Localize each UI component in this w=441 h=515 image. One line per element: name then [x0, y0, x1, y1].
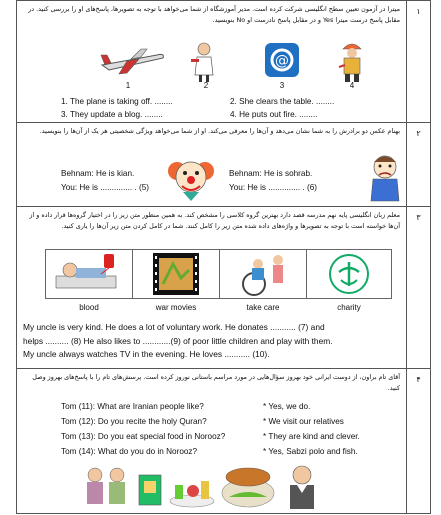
image-number: 2 — [203, 81, 209, 90]
image-number: 1 — [125, 81, 131, 90]
haft-sin-icon — [167, 463, 217, 511]
answer-option: * Yes, we do. — [263, 402, 311, 411]
image-label: blood — [79, 303, 99, 312]
question-3 — [16, 206, 431, 369]
family-visit-icon — [81, 461, 133, 511]
image-label: charity — [337, 303, 361, 312]
question-number: ۴ — [406, 369, 430, 513]
clown-icon — [167, 153, 215, 203]
left-answer: You: He is .............. . (5) — [61, 183, 149, 192]
left-intro: Behnam: He is kian. — [61, 169, 135, 178]
exam-sheet — [16, 0, 431, 515]
question-instruction: آقای تام براون، از دوست ایرانی خود بهروز سؤال‌هایی در مورد مراسم باستانی نوروز کرده است. پرسش‌های تام را با پاسخ‌های بهروز وصل کنید. — [32, 373, 400, 392]
sentence-1: 1. The plane is taking off. ........ — [61, 97, 173, 106]
right-intro: Behnam: He is sohrab. — [229, 169, 313, 178]
image-number: 4 — [349, 81, 355, 90]
question-number: ۳ — [406, 207, 430, 368]
question-2 — [16, 122, 431, 207]
question-12: Tom (12): Do you recite the holy Quran? — [61, 417, 207, 426]
waitress-icon — [189, 41, 219, 83]
email-icon — [263, 41, 301, 79]
image-label: war movies — [155, 303, 197, 312]
right-answer: You: He is .............. . (6) — [229, 183, 317, 192]
image-charity — [306, 249, 392, 299]
answer-option: * We visit our relatives — [263, 417, 344, 426]
film-strip-icon — [133, 250, 219, 298]
question-instruction: معلم زبان انگلیسی پایه نهم مدرسه قصد دارد بهترین گروه کلاسی را مشخص کند. به همین منظور متن زیر را در اختیار گروه‌ها قرار داده و از آن‌ها خواسته است با توجه به تصویرها و واژه‌های داده شده متن زیر را کامل کنند. شما در کامل کردن متن زیر آن‌ها را یاری کنید. — [29, 211, 400, 230]
answer-option: * They are kind and clever. — [263, 432, 360, 441]
man-portrait-icon — [285, 463, 319, 511]
fill-in-paragraph — [23, 321, 400, 362]
svg-text:@: @ — [275, 53, 289, 69]
image-number: 3 — [279, 81, 285, 90]
wheelchair-icon — [220, 250, 306, 298]
image-blood — [45, 249, 133, 299]
fish-rice-icon — [219, 461, 277, 511]
question-instruction: بهنام عکس دو برادرش را به شما نشان می‌دهد و آن‌ها را معرفی می‌کند. او از شما می‌خواهد ویژگی شخصیتی هر یک از آن‌ها را بنویسید. — [39, 127, 400, 135]
question-4 — [16, 368, 431, 514]
airplane-icon — [97, 41, 167, 79]
crying-boy-icon — [367, 153, 403, 203]
image-take-care — [219, 249, 307, 299]
question-1 — [16, 0, 431, 123]
sentence-4: 4. He puts out fire. ........ — [230, 110, 318, 119]
charity-logo-icon — [307, 250, 391, 298]
koran-icon — [135, 469, 165, 509]
sentence-2: 2. She clears the table. ........ — [230, 97, 335, 106]
paragraph-line: My uncle is very kind. He does a lot of voluntary work. He donates ........... (7) and — [23, 322, 325, 332]
firefighter-icon — [337, 39, 367, 83]
paragraph-line: helps .......... (8) He also likes to ............(9) of poor little children and play with them. — [23, 335, 333, 346]
blood-donation-icon — [46, 250, 132, 298]
question-instruction: میترا در آزمون تعیین سطح انگلیسی شرکت کرده است. مدیر آموزشگاه از شما می‌خواهد با توجه به تصویرها، پاسخ‌های او را بررسی کنید. در مقابل پاسخ درست میترا Yes و در مقابل پاسخ نادرست او No بنویسید. — [28, 5, 400, 24]
question-11: Tom (11): What are Iranian people like? — [61, 402, 204, 411]
image-war-movies — [132, 249, 220, 299]
question-14: Tom (14): What do you do in Norooz? — [61, 447, 198, 456]
question-13: Tom (13): Do you eat special food in Norooz? — [61, 432, 226, 441]
question-number: ۲ — [406, 123, 430, 206]
image-label: take care — [246, 303, 280, 312]
answer-option: * Yes, Sabzi polo and fish. — [263, 447, 358, 456]
sentence-3: 3. They update a blog. ........ — [61, 110, 163, 119]
question-number: ۱ — [406, 1, 430, 122]
paragraph-line: My uncle always watches TV in the evening. He loves ........... (10). — [23, 349, 270, 359]
